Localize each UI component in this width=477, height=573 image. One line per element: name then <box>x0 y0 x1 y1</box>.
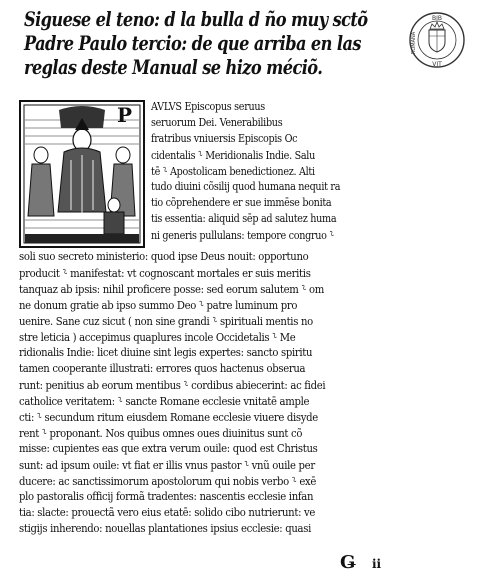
body-line-16: ridionalis Indie: licet diuine sint legis expertes: sancto spiritu <box>19 346 313 359</box>
body-line-6: tudo diuini cõsilij quod humana nequit ra <box>151 180 341 193</box>
woodcut-initial: P <box>116 103 132 127</box>
signature-mark: Ǥ <box>340 552 357 573</box>
body-line-4: cidentalis ⸊ Meridionalis Indie. Salu <box>151 149 315 162</box>
body-line-12: tanquaz ab ipsis: nihil proficere posse: sed eorum salutem ⸊ om <box>19 283 324 296</box>
body-line-9: ni generis pullulans: tempore congruo ⸊ <box>151 229 334 242</box>
pope-enthroned-woodcut-icon <box>19 100 145 248</box>
body-line-23: sunt: ad ipsum ouile: vt fiat er illis vnus pastor ⸊ vnũ ouile per <box>19 459 315 472</box>
library-stamp <box>407 10 467 70</box>
body-line-21: rent ⸊ proponant. Nos quibus omnes oues diuinitus sunt cõ <box>19 427 303 440</box>
body-line-20: cti: ⸊ secundum ritum eiusdem Romane ecclesie viuere disyde <box>19 411 318 424</box>
body-line-15: stre leticia ) accepimus quaplures incole Occidetalis ⸊ Me <box>19 331 296 344</box>
body-line-10: soli suo secreto ministerio: quod ipse Deus nouit: opportuno <box>19 250 309 263</box>
library-stamp-icon <box>407 10 467 70</box>
body-line-19: catholice veritatem: ⸊ sancte Romane ecclesie vnitatē ample <box>19 395 310 408</box>
body-line-2: seruorum Dei. Venerabilibus <box>151 116 283 129</box>
body-line-7: tio cõprehendere er sue immēse bonita <box>151 196 332 209</box>
body-line-14: uenire. Sane cuz sicut ( non sine grandi ⸊ spirituali mentis no <box>19 315 313 328</box>
body-line-5: tē ⸊ Apostolicam benedictionez. Alti <box>151 165 315 178</box>
stamp-text-ring: ROMANA <box>411 31 417 55</box>
body-line-17: tamen cooperante illustrati: errores quos hactenus obserua <box>19 362 306 375</box>
body-line-24: ducere: ac sanctissimorum apostolorum qui nobis verbo ⸊ exē <box>19 475 316 488</box>
heading-line-1: Siguese el teno: d la bulla d ño muy sctõ <box>24 8 368 31</box>
stamp-text-top: BIB <box>431 15 443 22</box>
signature-sub-mark: ii <box>372 557 382 571</box>
stamp-text-bottom: VIT <box>432 61 442 68</box>
body-line-18: runt: penitius ab eorum mentibus ⸊ cordibus abiecerint: ac fidei <box>19 379 326 392</box>
body-line-26: tia: slacte: prouectã vero eius etatē: solido cibo nutrierunt: ve <box>19 506 316 519</box>
heading-line-3: reglas deste Manual se hizo méciõ. <box>24 56 323 79</box>
body-line-3: fratribus vniuersis Episcopis Oc <box>151 132 298 145</box>
body-line-25: plo pastoralis officij formã tradentes: nascentis ecclesie infan <box>19 490 314 503</box>
document-heading <box>24 8 400 80</box>
body-line-8: tis essentia: aliquid sēp ad salutez huma <box>151 212 337 225</box>
body-line-11: producit ⸊ manifestat: vt cognoscant mortales er suis meritis <box>19 267 311 280</box>
body-line-13: ne donum gratie ab ipso summo Deo ⸊ patre luminum pro <box>19 299 298 312</box>
body-line-1: AVLVS Episcopus seruus <box>151 100 265 113</box>
heading-line-2: Padre Paulo tercio: de que arriba en las <box>24 32 361 55</box>
woodcut-illustration <box>19 100 145 248</box>
body-line-27: stigijs inherendo: nouellas plantationes ipsius ecclesie: quasi <box>19 522 311 535</box>
body-line-22: misse: cupientes eas que extra verum ouile: quod est Christus <box>19 442 318 455</box>
